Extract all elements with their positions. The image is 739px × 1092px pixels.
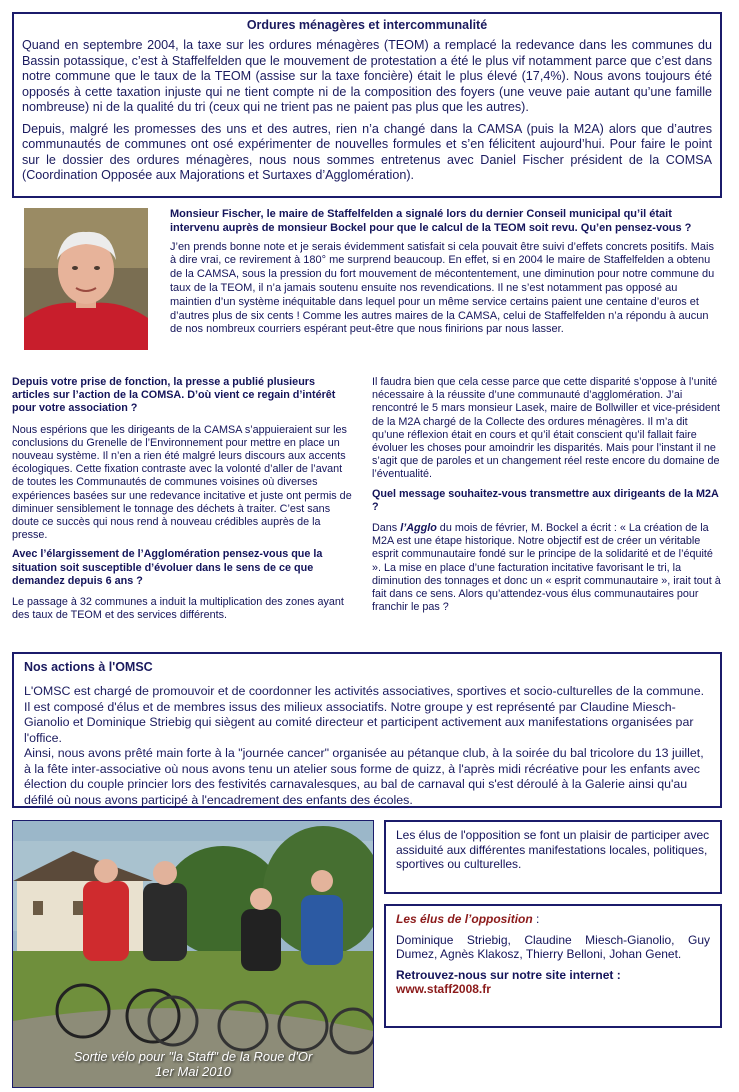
opposition-title-colon: : [532,912,540,926]
answer-3: Le passage à 32 communes a induit la multiplication des zones ayant des taux de TEOM et des services différents. [12,596,344,622]
question-1: Monsieur Fischer, le maire de Staffelfelden a signalé lors du dernier Conseil municipal qu’il était intervenu auprès de monsieur Bockel pour que le calcul de la TEOM soit revu. Qu’en pensez-vous ? [170,208,692,234]
participation-text: Les élus de l'opposition se font un plaisir de participer avec assiduité aux différentes manifestations locales, politiques, sportives ou culturelles. [396,828,710,871]
answer-4-post: du mois de février, M. Bockel a écrit : « La création de la M2A est une étape historique. Notre objectif est de créer un véritable esprit communautaire fondé sur le principe de la solidarité et de l’équité ». La mise en place d’une facturation incitative favorisant le tri, la diminution des tonnages et donc un « esprit communautaire », irait tout à fait dans ce sens. Alors qu’attendez-vous élus communautaires pour franchir le pas ? [372,522,721,614]
participation-box [384,820,722,894]
interview-column-left [12,376,352,628]
question-3: Avec l’élargissement de l’Agglomération pensez-vous que la situation soit susceptible d’évoluer dans le sens de ce que demandez depuis 6 ans ? [12,548,323,587]
intro-title: Ordures ménagères et intercommunalité [246,18,488,32]
interview-column-right [372,376,722,620]
interview-intro [170,208,720,337]
photo-caption-line-1: Sortie vélo pour "la Staff" de la Roue d'Or [73,1049,313,1064]
photo-caption-line-2: 1er Mai 2010 [155,1064,231,1079]
website-link[interactable]: www.staff2008.fr [396,982,491,996]
opposition-members-box [384,904,722,1028]
opposition-names: Dominique Striebig, Claudine Miesch-Gianolio, Guy Dumez, Agnès Klakosz, Thierry Belloni, Johan Genet. [396,932,710,961]
answer-1: J’en prends bonne note et je serais évidemment satisfait si cela pouvait être suivi d’effets concrets positifs. Mais à dire vrai, ce revirement à 180° me surprend beaucoup. En effet, si en 2004 le maire de Staffelfelden a obtenu de la CAMSA, sous la pression du fort mouvement de mécontentement, une diminution pour notre commune du taux de la TEOM, il n’a jamais soutenu ensuite nos revendications. Il ne s’est notamment pas opposé au maintien d’un système inéquitable dans lequel pour un même service certains paient une centaine d’euros et d’autres plus de six cents ! Comme les autres maires de la CAMSA, celui de Staffelfelden n’a répondu à aucun de nos nombreux courriers espérant peut-être que nous finirions par nous lasser. [170,240,715,336]
portrait-photo [24,208,148,350]
question-2: Depuis votre prise de fonction, la presse a publié plusieurs articles sur l’action de la COMSA. D’où vient ce regain d’intérêt pour votre association ? [12,376,336,415]
question-4: Quel message souhaitez-vous transmettre aux dirigeants de la M2A ? [372,487,719,513]
group-bike-photo [12,820,374,1088]
answer-2: Nous espérions que les dirigeants de la CAMSA s’appuieraient sur les conclusions du Grenelle de l’Environnement pour mettre en place un nouveau système. Il n’en a rien été malgré leurs discours aux accents écologiques. Cette fixation contraste avec la volonté d’aller de l’avant de toutes les Communautés de communes voisines où diverses expériences basées sur une redevance incitative et juste ont permis de diminuer sensiblement le tonnage des déchets à traiter. C’est sans doute ce succès qui nous rend à nouveau crédibles auprès de la presse. [12,423,352,542]
website-label: Retrouvez-nous sur notre site internet : [396,967,621,982]
omsc-title: Nos actions à l'OMSC [24,660,153,674]
answer-3-continued: Il faudra bien que cela cesse parce que cette disparité s’oppose à l’unité nécessaire à la réussite d’une communauté d’agglomération. J’ai rencontré le 5 mars monsieur Lasek, maire de Bollwiller et vice-président de la M2A chargé de la Collecte des ordures ménagères. Il m’a dit qu’une réflexion était en cours et qu’il était conscient qu’il fallait faire évoluer les choses pour amoindrir les disparités. Mais pour l’instant il ne s’agit que de paroles et un changement réel reste encore du domaine de l’éventualité. [372,376,721,481]
omsc-paragraph-2: Ainsi, nous avons prêté main forte à la "journée cancer" organisée au pétanque club, à la soirée du bal tricolore du 13 juillet, à la fête inter-associative où nous avons tenu un atelier sous forme de quizz, à l'après midi récréative pour les enfants avec élection du couple princier lors des festivités carnavalesques, au bal de carnaval qui s'est déroulé à la Galerie ainsi qu'au défilé où nous avons participé à l'encadrement des enfants des écoles. [24,746,704,807]
photo-caption [13,1049,373,1079]
answer-4 [372,522,722,614]
intro-box [12,12,722,198]
omsc-box [12,652,722,808]
opposition-title: Les élus de l’opposition [396,912,533,926]
omsc-paragraph-1: L'OMSC est chargé de promouvoir et de coordonner les activités associatives, sportives et socio-culturelles de la commune. Il est composé d'élus et de membres issus des milieux associatifs. Notre groupe y est représenté par Claudine Miesch-Gianolio et Dominique Striebig qui siègent au comité directeur et participent activement aux manifestations organisées par l'office. [24,684,705,745]
intro-paragraph-1: Quand en septembre 2004, la taxe sur les ordures ménagères (TEOM) a remplacé la redevance dans les communes du Bassin potassique, c’est à Staffelfelden que le mouvement de protestation a été le plus vif notamment parce que c’est dans notre commune que le taux de la TEOM (assise sur la taxe foncière) était le plus élevé (17,4%). Nous avons toujours été opposés à cette taxation injuste qui ne tient compte ni de la composition des foyers (une veuve paie autant qu’une famille nombreuse) ni de la qualité du tri (ceux qui ne trient pas ne paient pas plus que les autres). [22,38,712,114]
agglo-title: l’Agglo [400,522,437,535]
intro-paragraph-2: Depuis, malgré les promesses des uns et des autres, rien n’a changé dans la CAMSA (puis la M2A) alors que d’autres communautés de communes ont osé expérimenter de nouvelles formules et s’en félicitent aujourd’hui. Pour faire le point sur le dossier des ordures ménagères, nous nous sommes entretenus avec Daniel Fischer président de la COMSA (Coordination Opposée aux Majorations et Surtaxes d’Agglomération). [22,121,712,182]
answer-4-pre: Dans [372,522,401,535]
